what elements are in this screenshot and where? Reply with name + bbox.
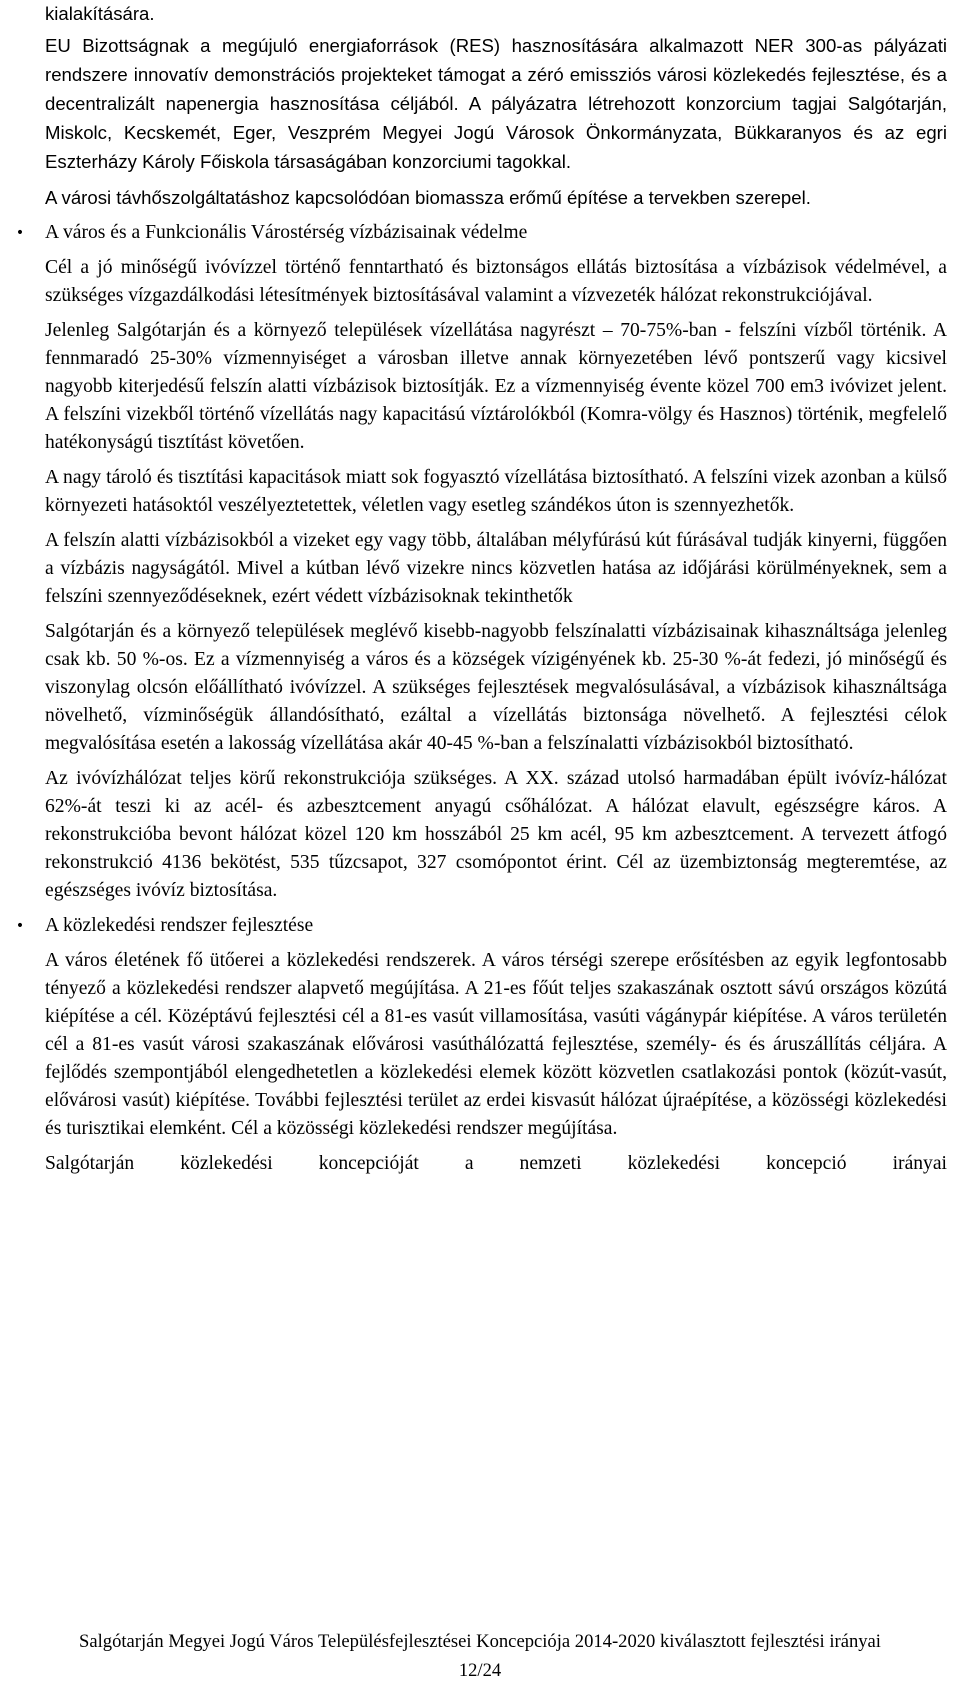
paragraph-ner300-part2: A pályázatra létrehozott konzorcium tagjai Salgótarján, Miskolc, Kecskemét, Eger, Veszprém Megyei Jogú Városok Önkormányzata, Bükkaranyos és az egri Eszterházy Károly Főiskola társaságában konzorciumi tagokkal. — [45, 93, 947, 172]
footer-title: Salgótarján Megyei Jogú Város Településfejlesztései Koncepciója 2014-2020 kiválasztott fejlesztési irányai — [79, 1631, 881, 1652]
paragraph-ner300 — [45, 32, 947, 177]
paragraph-water-groundwater: A felszín alatti vízbázisokból a vizeket egy vagy több, általában mélyfúrású kút fúrásával tudják kinyerni, függően a vízbázis nagyságától. Mivel a kútban lévő vizekre nincs közvetlen hatása az időjárási körülményeknek, sem a felszíni szennyeződéseknek, ezért védett vízbázisoknak tekinthetők — [45, 530, 947, 607]
paragraph-water-goal: Cél a jó minőségű ivóvízzel történő fenntartható és biztonságos ellátás biztosítása a vízbázisok védelmével, a szükséges vízgazdálkodási létesítmények biztosításával valamint a vízvezeték hálózat rekonstrukciójával. — [45, 257, 947, 306]
document-body — [15, 0, 947, 1185]
section-water-heading — [15, 219, 947, 247]
bullet-icon: • — [15, 918, 25, 934]
paragraph-biomass: A városi távhőszolgáltatáshoz kapcsolódóan biomassza erőmű építése a tervekben szerepel. — [45, 187, 811, 208]
paragraph-continuation: kialakítására. — [45, 3, 155, 24]
paragraph-water-utilization: Salgótarján és a környező települések meglévő kisebb-nagyobb felszínalatti vízbázisainak kihasználtsága jelenleg csak kb. 50 %-os. Ez a vízmennyiség a város és a községek vízigényének kb. 25-30 %-át fedezi, jó minőségű és viszonylag olcsón előállítható ivóvízzel. A szükséges fejlesztések megvalósulásával, a vízbázisok kihasználtsága növelhető, vízminőségük állandósítható, ezáltal a vízellátás biztonsága növelhető. A fejlesztési célok megvalósítása esetén a lakosság vízellátása akár 40-45 %-ban a felszínalatti vízbázisokból biztosítható. — [45, 621, 947, 754]
section-transport-heading — [15, 912, 947, 940]
section-heading: A közlekedési rendszer fejlesztése — [45, 915, 314, 936]
paragraph-ner300-part1: EU Bizottságnak a megújuló energiaforrások (RES) hasznosítására alkalmazott NER 300-as pályázati rendszere innovatív demonstrációs projekteket támogat a zéró emissziós városi közlekedés fejlesztése, és a decentralizált napenergia hasznosítása céljából. — [45, 35, 947, 114]
bullet-icon: • — [15, 225, 25, 241]
paragraph-water-network: Az ivóvízhálózat teljes körű rekonstrukciója szükséges. A XX. század utolsó harmadában épült ivóvíz-hálózat 62%-át teszi ki az acél- és azbesztcement anyagú csőhálózat. A hálózat elavult, egészségre káros. A rekonstrukcióba bevont hálózat közel 120 km hosszából 25 km acél, 95 km azbesztcement. A tervezett átfogó rekonstrukció 4136 bekötést, 535 tűzcsapot, 327 csomópontot érint. Cél az üzembiztonság megteremtése, az egészséges ivóvíz biztosítása. — [45, 768, 947, 901]
page-number: 12/24 — [458, 1660, 502, 1681]
paragraph-transport-concept: Salgótarján közlekedési koncepcióját a nemzeti közlekedési koncepció irányai — [45, 1153, 947, 1174]
paragraph-water-storage: A nagy tároló és tisztítási kapacitások miatt sok fogyasztó vízellátása biztosítható. A felszíni vizek azonban a külső környezeti hatásoktól veszélyeztetettek, véletlen vagy esetleg szándékos úton is szennyezhetők. — [45, 467, 947, 516]
section-heading: A város és a Funkcionális Várostérség vízbázisainak védelme — [45, 222, 528, 243]
paragraph-water-current: Jelenleg Salgótarján és a környező települések vízellátása nagyrészt – 70-75%-ban - felszíni vízből történik. A fennmaradó 25-30% vízmennyiséget a városban illetve annak környezetében lévő pontszerű vagy kicsivel nagyobb kiterjedésű felszín alatti vízbázisok biztosítják. Ez a vízmennyiség évente közel 700 em3 ivóvizet jelent. A felszíni vizekből történő vízellátás nagy kapacitású víztárolókból (Komra-völgy és Hasznos) történik, megfelelő hatékonyságú tisztítást követően. — [45, 320, 947, 453]
paragraph-transport-main: A város életének fő ütőerei a közlekedési rendszerek. A város térségi szerepe erősítésben az egyik legfontosabb tényező a közlekedési rendszer alapvető megújítása. A 21-es főút teljes szakaszának osztott sávú országos közútá kiépítése a cél. Középtávú fejlesztési cél a 81-es vasút villamosítása, vasúti vágánypár kiépítése. A város területén cél a 81-es vasút városi szakaszának elővárosi vasúthálózattá fejlesztése, személy- és és áruszállítás céljára. A fejlődés szempontjából elengedhetetlen a közlekedési elemek között közvetlen csatlakozási pontok (közút-vasút, elővárosi vasút) kiépítése. További fejlesztési terület az erdei kisvasút hálózat újraépítése, a közösségi közlekedési és turisztikai elemként. Cél a közösségi közlekedési rendszer megújítása. — [45, 950, 947, 1139]
